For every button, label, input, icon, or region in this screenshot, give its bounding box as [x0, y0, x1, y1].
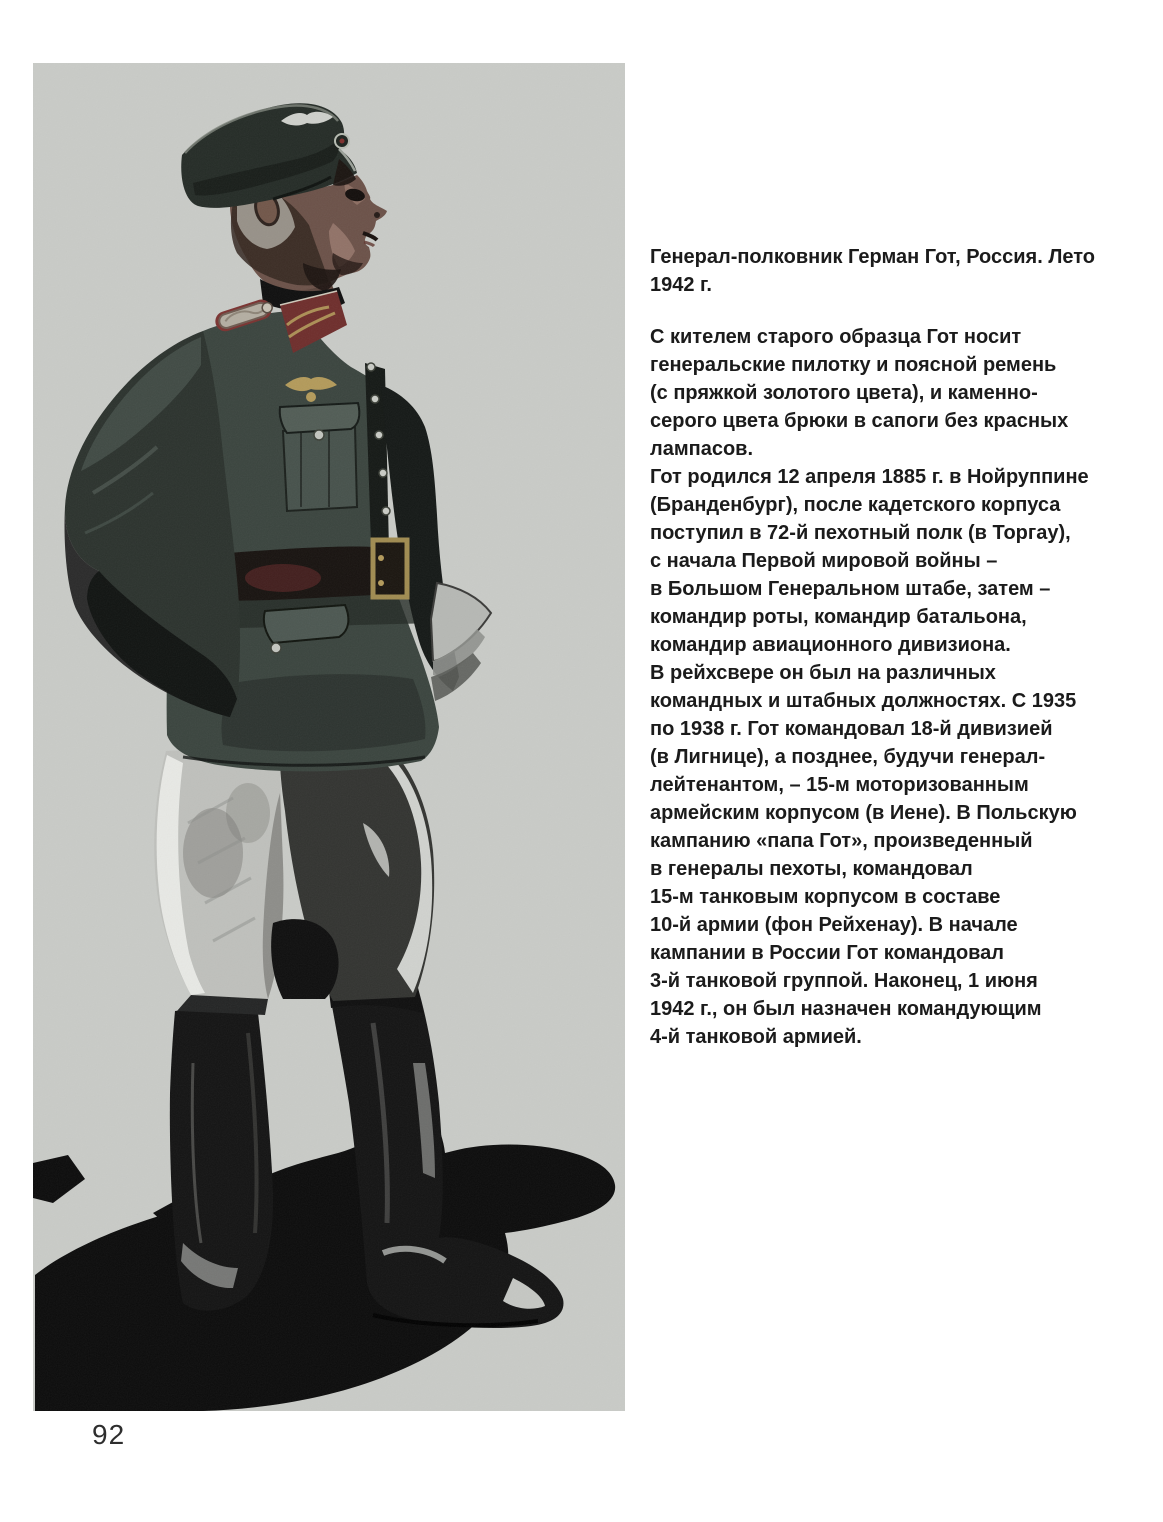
text-line: лейтенантом, – 15-м моторизованным: [650, 774, 1029, 796]
text-line: кампании в России Гот командовал: [650, 942, 1005, 964]
text-line: серого цвета брюки в сапоги без красных: [650, 410, 1069, 432]
text-line: 3-й танковой группой. Наконец, 1 июня: [650, 970, 1038, 992]
page-number: 92: [92, 1419, 126, 1450]
hoth-illustration: [33, 63, 625, 1411]
text-line: командир авиационного дивизиона.: [650, 634, 1011, 656]
body-text: [650, 323, 1130, 1051]
text-line: по 1938 г. Гот командовал 18-й дивизией: [650, 718, 1053, 740]
text-line: с начала Первой мировой войны –: [650, 550, 998, 572]
text-line: 1942 г., он был назначен командующим: [650, 998, 1042, 1020]
text-line: (в Лигнице), а позднее, будучи генерал-: [650, 746, 1046, 768]
illustration-panel: [33, 63, 625, 1411]
text-line: (Бранденбург), после кадетского корпуса: [650, 494, 1061, 516]
text-line: (с пряжкой золотого цвета), и каменно-: [650, 382, 1038, 404]
text-line: лампасов.: [650, 438, 754, 460]
text-line: командных и штабных должностях. С 1935: [650, 690, 1077, 712]
article-text: [650, 243, 1130, 1051]
text-line: 4-й танковой армией.: [650, 1026, 862, 1048]
caption: [650, 243, 1130, 299]
paper-grain: [33, 63, 625, 1411]
text-line: 15-м танковым корпусом в составе: [650, 886, 1001, 908]
caption-line: Генерал-полковник Герман Гот, Россия. Лето: [650, 246, 1095, 268]
text-line: армейским корпусом (в Иене). В Польскую: [650, 802, 1077, 824]
text-line: 10-й армии (фон Рейхенау). В начале: [650, 914, 1018, 936]
text-line: С кителем старого образца Гот носит: [650, 326, 1022, 348]
text-line: В рейхсвере он был на различных: [650, 662, 996, 684]
text-line: командир роты, командир батальона,: [650, 606, 1027, 628]
text-line: Гот родился 12 апреля 1885 г. в Нойруппине: [650, 466, 1089, 488]
text-line: кампанию «папа Гот», произведенный: [650, 830, 1033, 852]
caption-line: 1942 г.: [650, 274, 712, 296]
text-line: генеральские пилотку и поясной ремень: [650, 354, 1057, 376]
text-line: в генералы пехоты, командовал: [650, 858, 973, 880]
text-line: поступил в 72-й пехотный полк (в Торгау),: [650, 522, 1071, 544]
text-line: в Большом Генеральном штабе, затем –: [650, 578, 1051, 600]
